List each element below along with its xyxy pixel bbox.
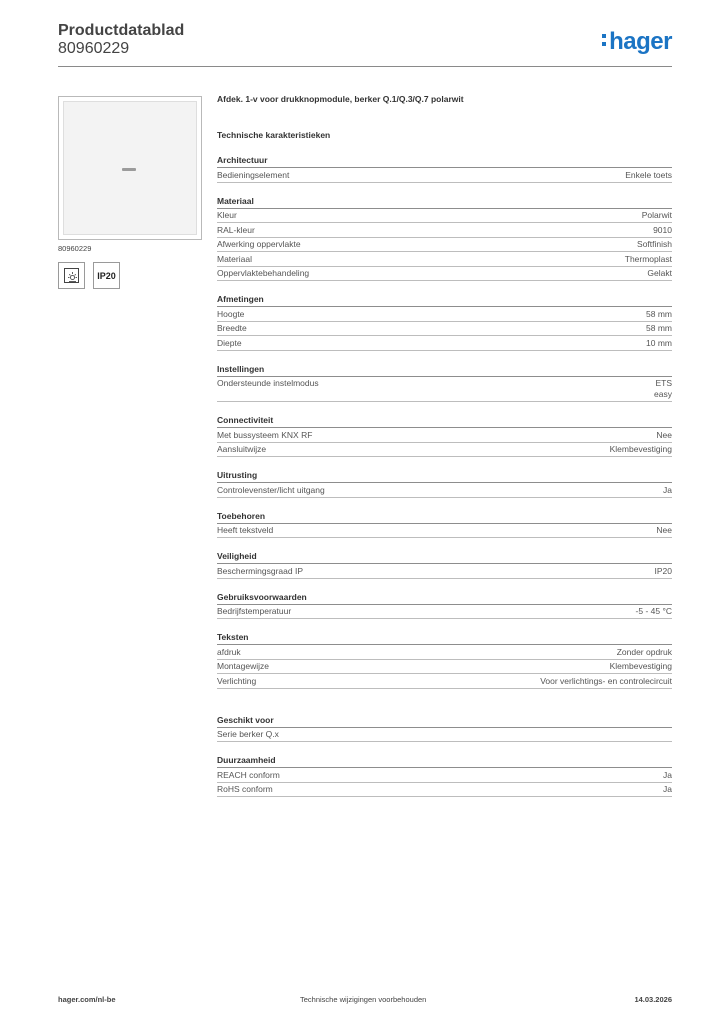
spec-value-line: Klembevestiging — [609, 661, 672, 671]
spec-label: Breedte — [217, 323, 247, 333]
spec-section — [217, 470, 672, 498]
feature-icons — [58, 262, 120, 289]
spec-sections — [217, 155, 672, 797]
spec-label: Hoogte — [217, 308, 245, 319]
spec-value — [540, 676, 672, 687]
section-title: Architectuur — [217, 155, 672, 168]
spec-label: afdruk — [217, 646, 241, 657]
hager-logo — [602, 28, 672, 56]
spec-value — [656, 525, 672, 536]
spec-value — [663, 770, 672, 781]
spec-value-line: Polarwit — [641, 210, 672, 220]
spec-value — [646, 309, 672, 320]
spec-row — [217, 336, 672, 351]
spec-row — [217, 564, 672, 579]
spec-section — [217, 155, 672, 183]
spec-value — [656, 430, 672, 441]
spec-row — [217, 322, 672, 337]
tech-characteristics-title: Technische karakteristieken — [217, 130, 331, 140]
spec-label: Beschermingsgraad IP — [217, 565, 303, 576]
footer-disclaimer: Technische wijzigingen voorbehouden — [300, 995, 427, 1004]
spec-value — [617, 647, 672, 658]
document-title: Productdatablad — [58, 22, 185, 39]
section-title: Connectiviteit — [217, 415, 672, 428]
spec-row — [217, 605, 672, 620]
footer-website: hager.com/nl-be — [58, 995, 116, 1004]
footer-date: 14.03.2026 — [634, 995, 672, 1004]
spec-value-line: IP20 — [654, 565, 672, 576]
spec-value — [610, 444, 672, 455]
spec-value-line: 9010 — [653, 224, 672, 235]
spec-content — [217, 94, 672, 797]
spec-value — [610, 661, 672, 672]
spec-section — [217, 715, 672, 743]
spec-label: Met bussysteem KNX RF — [217, 429, 313, 440]
spec-value-line: Zonder opdruk — [616, 646, 672, 657]
section-title: Geschikt voor — [217, 715, 672, 728]
spec-value-line: -5 - 45 °C — [635, 606, 672, 616]
spec-label: Materiaal — [217, 253, 252, 264]
spec-label: Heeft tekstveld — [217, 525, 274, 535]
spec-value-line: Ja — [663, 784, 672, 794]
section-title: Duurzaamheid — [217, 755, 672, 768]
spec-value-line: Nee — [656, 525, 672, 535]
spec-value-line: Ja — [663, 484, 672, 495]
section-title: Afmetingen — [217, 294, 672, 307]
spec-row — [217, 768, 672, 783]
spec-value-line: Ja — [663, 769, 672, 780]
spec-value — [646, 338, 672, 349]
spec-value-line: Nee — [656, 429, 672, 440]
spec-value — [654, 378, 672, 400]
spec-row — [217, 674, 672, 689]
spec-value-line: Gelakt — [647, 268, 672, 278]
spec-value-line: Enkele toets — [625, 169, 672, 180]
spec-label: RAL-kleur — [217, 224, 255, 235]
page-header — [58, 22, 184, 58]
spec-value-line: Klembevestiging — [609, 444, 672, 454]
section-title: Veiligheid — [217, 551, 672, 564]
spec-row — [217, 645, 672, 660]
lamp-icon — [64, 268, 79, 283]
spec-section — [217, 196, 672, 282]
spec-value-line: Softfinish — [637, 239, 672, 249]
spec-label: Diepte — [217, 337, 242, 348]
spec-value — [642, 210, 672, 221]
section-title: Toebehoren — [217, 511, 672, 524]
spec-section — [217, 511, 672, 539]
spec-value-line: easy — [654, 389, 672, 399]
spec-value-line: 10 mm — [646, 337, 672, 348]
spec-label: Verlichting — [217, 675, 257, 686]
spec-value — [625, 170, 672, 181]
spec-section — [217, 632, 672, 689]
spec-row — [217, 209, 672, 224]
spec-row — [217, 307, 672, 322]
spec-value — [655, 566, 673, 577]
spec-label: Kleur — [217, 210, 237, 220]
spec-section — [217, 755, 672, 797]
product-title: Afdek. 1-v voor drukknopmodule, berker Q.1/Q.3/Q.7 polarwit — [217, 94, 464, 104]
spec-label: Ondersteunde instelmodus — [217, 378, 319, 388]
spec-value-line: 58 mm — [646, 308, 672, 319]
section-title: Instellingen — [217, 364, 672, 377]
spec-label: Bedrijfstemperatuur — [217, 606, 292, 616]
section-title: Gebruiksvoorwaarden — [217, 592, 672, 605]
spec-value-line: Thermoplast — [624, 253, 672, 264]
spec-row — [217, 728, 672, 743]
spec-value — [663, 784, 672, 795]
spec-row — [217, 443, 672, 458]
spec-value — [653, 225, 672, 236]
spec-label: Aansluitwijze — [217, 444, 267, 454]
ip20-badge: IP20 — [93, 262, 120, 289]
product-image — [58, 96, 202, 240]
spec-section — [217, 415, 672, 457]
spec-section — [217, 294, 672, 351]
section-title: Uitrusting — [217, 470, 672, 483]
spec-row — [217, 168, 672, 183]
spec-value — [646, 323, 672, 334]
spec-label: Afwerking oppervlakte — [217, 239, 301, 249]
spec-row — [217, 238, 672, 253]
spec-label: REACH conform — [217, 769, 280, 780]
section-title: Teksten — [217, 632, 672, 645]
spec-row — [217, 428, 672, 443]
spec-section — [217, 364, 672, 403]
spec-value-line: 58 mm — [646, 323, 672, 333]
logo-dots-icon — [602, 34, 607, 50]
cover-plate-image — [63, 101, 197, 235]
spec-section — [217, 592, 672, 620]
spec-label: Serie berker Q.x — [217, 729, 279, 739]
spec-label: Bedieningselement — [217, 169, 290, 180]
spec-row — [217, 377, 672, 403]
spec-row — [217, 483, 672, 498]
spec-row — [217, 252, 672, 267]
image-caption: 80960229 — [58, 244, 92, 253]
led-window — [122, 168, 136, 171]
spec-section — [217, 551, 672, 579]
logo-text: hager — [609, 28, 672, 55]
spec-value — [647, 268, 672, 279]
spec-value-line: Voor verlichtings- en controlecircuit — [540, 675, 672, 686]
spec-label: RoHS conform — [217, 784, 273, 794]
spec-value-line: ETS — [655, 378, 672, 388]
lighting-feature-icon — [58, 262, 85, 289]
spec-value — [637, 239, 672, 250]
spec-value — [636, 606, 672, 617]
section-title: Materiaal — [217, 196, 672, 209]
spec-label: Controlevenster/licht uitgang — [217, 484, 325, 495]
spec-row — [217, 660, 672, 675]
spec-label: Montagewijze — [217, 661, 269, 671]
document-number: 80960229 — [58, 40, 130, 57]
spec-value — [625, 254, 672, 265]
spec-row — [217, 524, 672, 539]
header-divider — [58, 66, 672, 67]
spec-row — [217, 267, 672, 282]
spec-value — [663, 485, 672, 496]
spec-label: Oppervlaktebehandeling — [217, 268, 310, 278]
spec-row — [217, 783, 672, 798]
spec-row — [217, 223, 672, 238]
